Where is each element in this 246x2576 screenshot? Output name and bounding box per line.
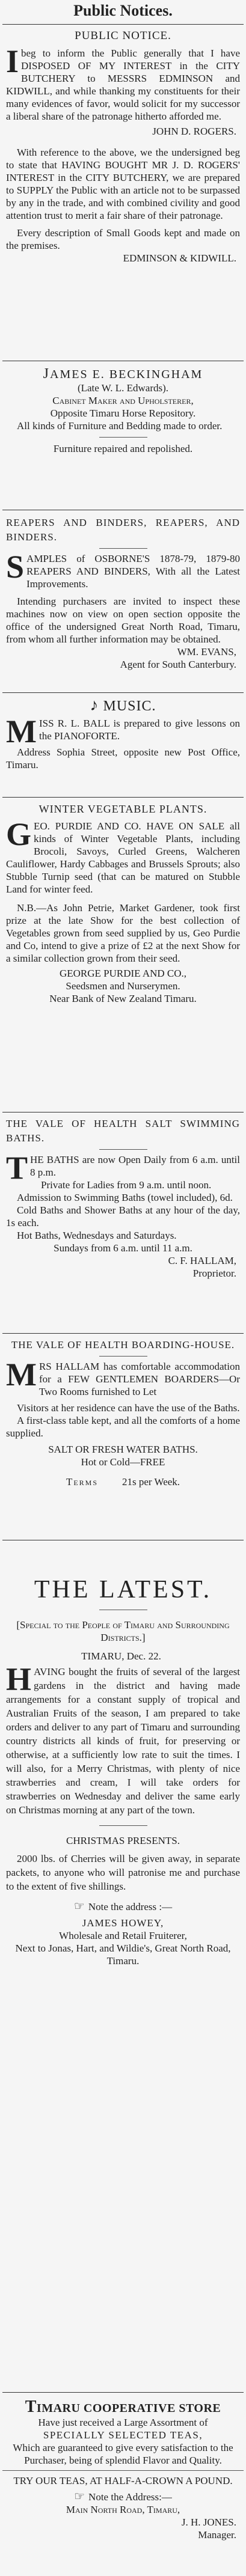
beckingham-trade: Cabinet Maker and Upholsterer, [52,395,194,406]
drop-cap: I [6,43,19,79]
divider [2,1333,244,1334]
salt-baths-line: Admission to Swimming Baths (towel included), 6d. [17,1192,233,1203]
divider [2,2392,244,2393]
public-notice-heading: PUBLIC NOTICE. [75,29,171,42]
winter-plants-ad [6,802,240,1005]
proprietor: Proprietor. [192,1268,236,1279]
coop-role: Manager. [198,2529,236,2541]
winter-heading: WINTER VEGETABLE PLANTS. [38,803,208,815]
signature: C. F. HALLAM, [168,1255,236,1266]
music-ad [6,698,240,771]
signature: JOHN D. ROGERS. [152,126,236,137]
winter-body: GEO. PURDIE AND CO. HAVE ON SALE all kinds of Winter Vegetable Plants, including Brocoli, Savoys, Curled Greens, Walcheren Cauliflower, Hardy Cabbages and Brussels Sprouts; also Stubble Turnip seed (that can be matured on Stubble Land for winter feed. [6,816,240,895]
public-notice-body: Ibeg to inform the Public generally that I have DISPOSED OF MY INTEREST in the CITY BUTCHERY to MESSRS EDMINSON and KIDWILL, and while thanking my constituents for their many evidences of favor, would solicit for my successor a liberal share of the patronage hitherto afforded me. [6,43,240,122]
winter-sig: GEORGE PURDIE AND CO., [59,968,187,979]
music-note-icon: ♪ [90,696,99,715]
winter-sig-2: Seedsmen and Nurserymen. [66,980,180,992]
boarding-house-ad [6,1338,240,1488]
latest-dateline: TIMARU, Dec. 22. [81,1650,161,1662]
latest-special: [Special to the People of Timaru and Surrounding Districts.] [16,1619,230,1643]
latest-trade: Wholesale and Retail Fruiterer, [59,1930,187,1941]
reapers-heading: REAPERS AND BINDERS, REAPERS, AND BINDERS. [6,517,240,543]
boarding-hot: Hot or Cold—FREE [81,1456,165,1468]
music-body: MISS R. L. BALL is prepared to give lessons on the PIANOFORTE. [6,713,240,749]
coop-address: Main North Road, Timaru, [66,2504,180,2515]
latest-note: ☞ Note the address :— [73,1900,173,1913]
agent: Agent for South Canterbury. [120,659,236,670]
reapers-ad [6,516,240,671]
beckingham-ad [6,367,240,455]
short-divider [99,1825,147,1826]
beckingham-late: (Late W. L. Edwards). [77,382,169,394]
page-title: Public Notices. [73,2,173,19]
music-heading: ♪ MUSIC. [90,696,156,715]
winter-body-2: N.B.—As John Petrie, Market Gardener, took first prize at the late Show for the best collection of Vegetables grown from seed supplied by us, Geo Purdie and Co, intend to give a prize of £2 at the next Show for a similar collection grown from their seed. [6,902,240,964]
boarding-line: Visitors at her residence can have the use of the Baths. [17,1402,240,1414]
salt-baths-ad [6,1117,240,1280]
beckingham-name: JAMES E. BECKINGHAM [43,366,203,382]
latest-name: JAMES HOWEY, [82,1917,164,1929]
public-notice-ad [6,29,240,264]
christmas-heading: CHRISTMAS PRESENTS. [66,1835,180,1846]
latest-body: HAVING bought the fruits of several of the largest gardens in the district and having made arrangements for a constant supply of tropical and Australian Fruits of the season, I am prepared to take orders and deliver to any part of Timaru and surrounding country districts all kinds of fruit, for preserving or otherwise, at a sufficiently low rate to suit the times. I will also, for a Merry Christmas, with plenty of nice strawberries and cream, I will take orders for strawberries on Wednesday and deliver the same early on Christmas morning at any part of the town. [6,1661,240,1816]
public-notice-body-2: With reference to the above, we the undersigned beg to state that HAVING BOUGHT MR J. D. ROGERS' INTEREST in the CITY BUTCHERY, we are prepared to SUPPLY the Public with an article not to be surpassed by any in the trade, and with combined civility and good attention trust to merit a fair share of their patronage. [6,147,240,221]
music-body-2: Address Sophia Street, opposite new Post Office, Timaru. [6,746,240,771]
salt-baths-heading: THE VALE OF HEALTH SALT SWIMMING BATHS. [6,1118,240,1144]
divider [2,2470,244,2471]
boarding-salt: SALT OR FRESH WATER BATHS. [48,1444,198,1455]
salt-baths-line: Hot Baths, Wednesdays and Saturdays. [17,1230,177,1241]
coop-try: TRY OUR TEAS, AT HALF-A-CROWN A POUND. [13,2475,233,2486]
short-divider [99,1356,147,1357]
latest-address: Next to Jonas, Hart, and Wildie's, Great North Road, Timaru. [15,1943,231,1967]
pointing-hand-icon: ☞ [74,2490,85,2503]
coop-heading: TIMARU COOPERATIVE STORE [25,2397,221,2416]
divider [2,797,244,798]
boarding-body: MRS HALLAM has comfortable accommodation for a FEW GENTLEMEN BOARDERS—Or Two Rooms furnished to Let [6,1357,240,1397]
salt-baths-body: THE BATHS are now Open Daily from 6 a.m. until 8 p.m. [6,1150,240,1186]
signature: J. H. JONES. [181,2516,236,2528]
short-divider [99,548,147,549]
divider [2,1112,244,1113]
pointing-hand-icon: ☞ [73,1900,85,1913]
boarding-terms: Terms 21s per Week. [66,1476,180,1488]
coop-line: Have just received a Large Assortment of [38,2417,208,2428]
signature: WM. EVANS, [177,646,236,658]
beckingham-note: Furniture repaired and repolished. [53,443,193,454]
beckingham-address: Opposite Timaru Horse Repository. [50,407,196,419]
salt-baths-line: Private for Ladies from 9 a.m. until noon. [41,1179,212,1191]
coop-body: Which are guaranteed to give every satisfaction to the Purchaser, being of splendid Flavor and Quality. [13,2442,233,2466]
boarding-line: A first-class table kept, and all the comforts of a home supplied. [6,1415,240,1439]
short-divider [99,1149,147,1150]
salt-baths-line: Cold Baths and Shower Baths at any hour of the day, 1s each. [6,1204,240,1228]
christmas-body: 2000 lbs. of Cherries will be given away, in separate packets, to anyone who will patronise me and purchase to the extent of five shillings. [6,1853,240,1892]
public-notice-body-3: Every description of Small Goods kept and made on the premises. [6,227,240,251]
divider [2,692,244,693]
reapers-body-2: Intending purchasers are invited to inspect these machines now on view on open section opposite the office of the undersigned Great North Road, Timaru, from whom all further information may be obtained. [6,596,240,645]
beckingham-line: All kinds of Furniture and Bedding made to order. [17,420,223,432]
signature: EDMINSON & KIDWILL. [123,252,236,264]
timaru-coop-ad [6,2399,240,2541]
the-latest-ad [6,1575,240,1967]
short-divider [99,437,147,438]
coop-teas: SPECIALLY SELECTED TEAS, [43,2429,203,2441]
winter-sig-3: Near Bank of New Zealand Timaru. [49,993,197,1004]
divider [2,24,244,25]
boarding-heading: THE VALE OF HEALTH BOARDING-HOUSE. [11,1339,235,1351]
latest-heading: THE LATEST. [34,1576,212,1604]
reapers-body: SAMPLES of OSBORNE'S 1878-79, 1879-80 REAPERS AND BINDERS, With all the Latest Improvements. [6,549,240,590]
salt-baths-line: Sundays from 6 a.m. until 11 a.m. [54,1242,192,1254]
coop-note: ☞ Note the Address:— [74,2490,172,2503]
